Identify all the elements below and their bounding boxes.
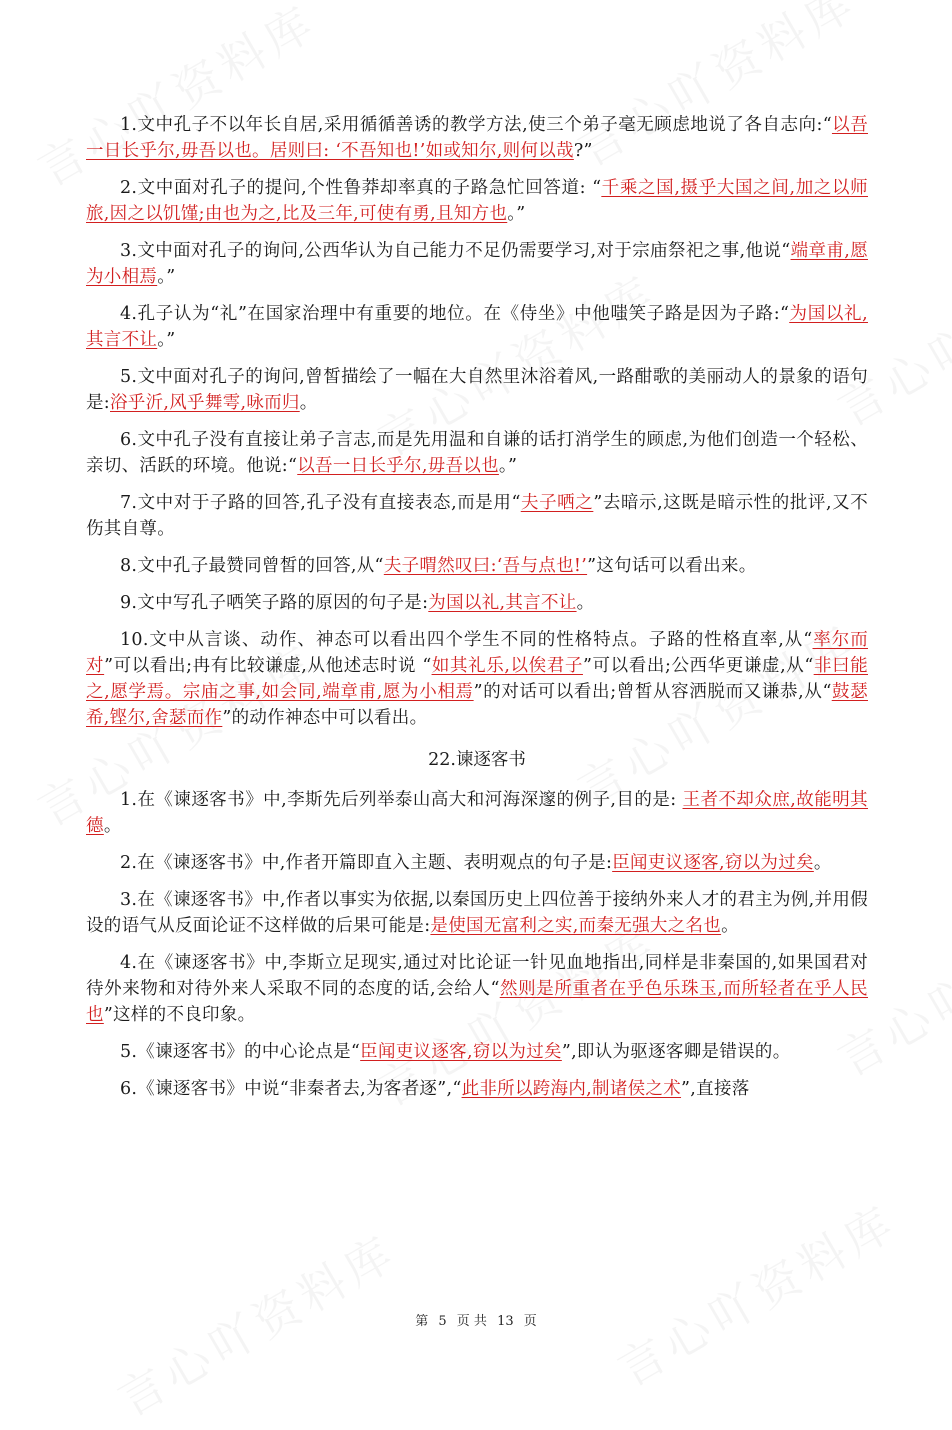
footer-total-pages: 13: [497, 1314, 514, 1329]
answer-text: 是使国无富利之实,而秦无强大之名也: [430, 916, 722, 936]
question-text: 5.文中面对孔子的询问,曾皙描绘了一幅在大自然里沐浴着风,一路酣歌的美丽动人的景象的语句是:: [86, 367, 868, 413]
question-item: [86, 427, 868, 479]
answer-text: 非曰能之,愿学焉。宗庙之事,如会同,端章甫,愿为小相焉: [86, 656, 868, 702]
question-item: [86, 590, 868, 616]
question-item: [86, 787, 868, 839]
question-text: 。: [813, 853, 832, 873]
question-item: [86, 553, 868, 579]
question-text: 3.在《谏逐客书》中,作者以事实为依据,以秦国历史上四位善于接纳外来人才的君主为例,并用假设的语气从反面论证不这样做的后果可能是:: [86, 890, 868, 936]
question-item: [86, 1076, 868, 1102]
answer-text: 此非所以跨海内,制诸侯之术: [461, 1079, 682, 1099]
question-text: 1.在《谏逐客书》中,李斯先后列举泰山高大和河海深邃的例子,目的是:: [120, 790, 683, 810]
footer-suffix: 页: [523, 1314, 537, 1329]
question-list-analects: [86, 112, 868, 731]
question-text: 2.文中面对孔子的提问,个性鲁莽却率真的子路急忙回答道: “: [120, 178, 602, 198]
question-text: 。”: [498, 456, 518, 476]
question-text: 9.文中写孔子哂笑子路的原因的句子是:: [120, 593, 429, 613]
footer-middle: 页 共: [456, 1314, 487, 1329]
page-content: [86, 112, 868, 1113]
answer-text: 夫子哂之: [520, 493, 594, 513]
answer-text: 臣闻吏议逐客,窃以为过矣: [612, 853, 814, 873]
question-text: ?”: [573, 141, 593, 161]
question-item: [86, 850, 868, 876]
question-text: 5.《谏逐客书》的中心论点是“: [120, 1042, 361, 1062]
answer-text: 为国以礼,其言不让: [86, 304, 868, 350]
answer-text: 鼓瑟希,铿尔,舍瑟而作: [86, 682, 868, 728]
question-item: [86, 950, 868, 1028]
answer-text: 以吾一日长乎尔,毋吾以也: [297, 456, 499, 476]
question-text: ”可以看出;公西华更谦虚,从“: [582, 656, 814, 676]
footer-page-number: 5: [438, 1314, 447, 1329]
question-text: 。: [103, 816, 122, 836]
question-item: [86, 627, 868, 731]
page-footer: [0, 1310, 952, 1329]
question-item: [86, 887, 868, 939]
answer-text: 千乘之国,摄乎大国之间,加之以师旅,因之以饥馑;由也为之,比及三年,可使有勇,且知方也: [86, 178, 868, 224]
answer-text: 夫子喟然叹曰:‘吾与点也!’: [383, 556, 588, 576]
question-text: ”可以看出;冉有比较谦虚,从他述志时说 “: [104, 656, 432, 676]
question-text: 。: [299, 393, 318, 413]
question-text: 4.孔子认为“礼”在国家治理中有重要的地位。在《侍坐》中他嗤笑子路是因为子路:“: [120, 304, 790, 324]
question-text: ”这样的不良印象。: [103, 1005, 256, 1025]
question-text: ”,直接落: [681, 1079, 750, 1099]
question-item: [86, 112, 868, 164]
question-text: 。”: [157, 267, 176, 287]
question-text: 6.《谏逐客书》中说“非秦者去,为客者逐”,“: [120, 1079, 462, 1099]
question-item: [86, 238, 868, 290]
answer-text: 王者不却众庶,故能明其德: [86, 790, 868, 836]
question-item: [86, 364, 868, 416]
question-text: 7.文中对于子路的回答,孔子没有直接表态,而是用“: [120, 493, 521, 513]
question-text: 8.文中孔子最赞同曾皙的回答,从“: [120, 556, 384, 576]
answer-text: 浴乎沂,风乎舞雩,咏而归: [110, 393, 300, 413]
question-text: 。”: [507, 204, 526, 224]
section-title: 22.谏逐客书: [428, 750, 526, 770]
footer-prefix: 第: [415, 1314, 429, 1329]
answer-text: 臣闻吏议逐客,窃以为过矣: [360, 1042, 562, 1062]
question-text: 。”: [157, 330, 176, 350]
question-text: ”,即认为驱逐客卿是错误的。: [561, 1042, 791, 1062]
question-text: 6.文中孔子没有直接让弟子言志,而是先用温和自谦的话打消学生的顾虑,为他们创造一个轻松、亲切、活跃的环境。他说:“: [86, 430, 868, 476]
answer-text: 如其礼乐,以俟君子: [431, 656, 583, 676]
watermark-text: [604, 1186, 907, 1399]
question-text: ”这句话可以看出来。: [587, 556, 757, 576]
question-list-jianzhukeshu: [86, 787, 868, 1102]
answer-text: 端章甫,愿为小相焉: [86, 241, 868, 287]
question-item: [86, 301, 868, 353]
question-text: ”的对话可以看出;曾皙从容洒脱而又谦恭,从“: [473, 682, 832, 702]
question-text: 10.文中从言谈、动作、神态可以看出四个学生不同的性格特点。子路的性格直率,从“: [120, 630, 813, 650]
answer-text: 然则是所重者在乎色乐珠玉,而所轻者在乎人民也: [86, 979, 868, 1025]
question-item: [86, 1039, 868, 1065]
question-text: ”去暗示,这既是暗示性的批评,又不伤其自尊。: [86, 493, 869, 539]
question-text: ”的动作神态中可以看出。: [222, 708, 428, 728]
answer-text: 为国以礼,其言不让: [428, 593, 577, 613]
question-item: [86, 490, 868, 542]
question-text: 1.文中孔子不以年长自居,采用循循善诱的教学方法,使三个弟子毫无顾虑地说了各自志向:“: [120, 115, 832, 135]
answer-text: 以吾一日长乎尔,毋吾以也。居则曰: ‘不吾知也!’如或知尔,则何以哉: [86, 115, 868, 161]
question-text: 。: [576, 593, 595, 613]
question-item: [86, 175, 868, 227]
question-text: 。: [721, 916, 739, 936]
question-text: 3.文中面对孔子的询问,公西华认为自己能力不足仍需要学习,对于宗庙祭祀之事,他说“: [120, 241, 791, 261]
answer-text: 率尔而对: [86, 630, 868, 676]
question-text: 2.在《谏逐客书》中,作者开篇即直入主题、表明观点的句子是:: [120, 853, 613, 873]
question-text: 4.在《谏逐客书》中,李斯立足现实,通过对比论证一针见血地指出,同样是非秦国的,如果国君对待外来物和对待外来人采取不同的态度的话,会给人“: [86, 953, 868, 999]
